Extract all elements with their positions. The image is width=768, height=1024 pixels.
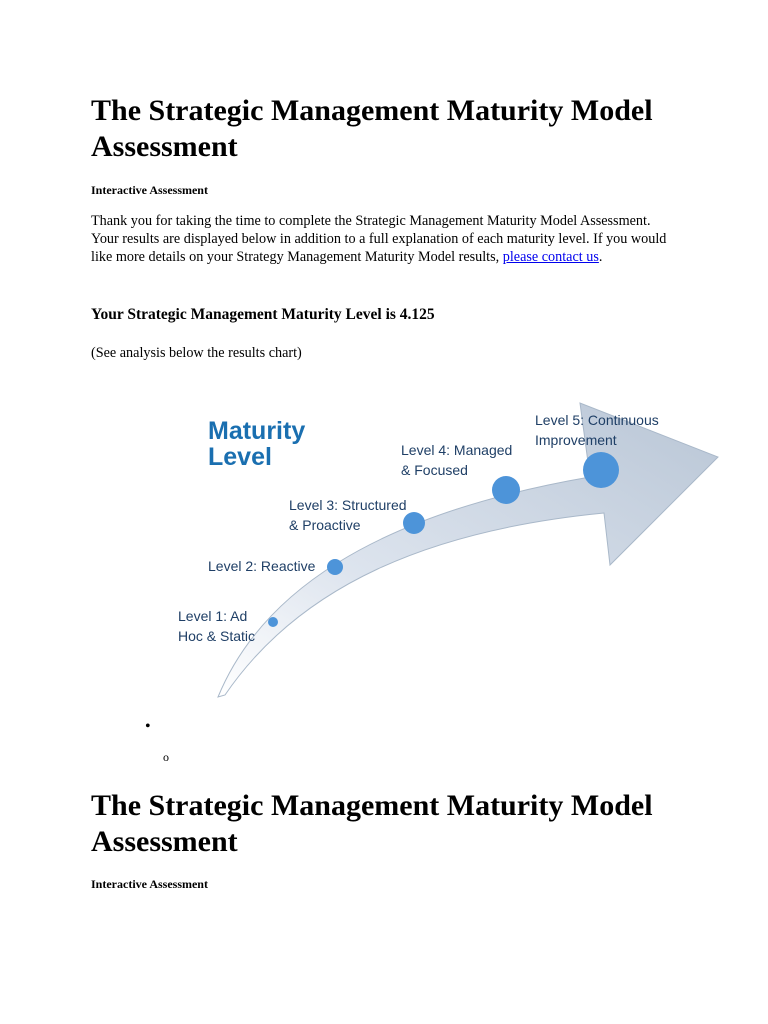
repeated-title-line1: The Strategic Management Maturity Model: [91, 789, 653, 822]
level-4-dot: [492, 476, 520, 504]
analysis-note: (See analysis below the results chart): [91, 345, 302, 361]
level-5-label: [535, 410, 659, 450]
level-1-dot: [268, 617, 278, 627]
maturity-level-heading: Your Strategic Management Maturity Level is 4.125: [91, 306, 435, 323]
intro-trailing: .: [598, 249, 603, 265]
level-2-label: [208, 556, 315, 576]
level-2-label-line1: Level 2: Reactive: [208, 558, 316, 574]
page-subtitle: Interactive Assessment: [91, 183, 208, 197]
level-1-label: [178, 606, 255, 646]
level-5-label-line1: Level 5: Continuous: [535, 412, 659, 428]
level-4-label-line1: Level 4: Managed: [401, 442, 513, 458]
level-5-label-line2: Improvement: [535, 432, 617, 448]
repeated-title-line2: Assessment: [91, 825, 238, 858]
page-title-line1: The Strategic Management Maturity Model: [91, 94, 653, 127]
level-4-label: [401, 440, 512, 480]
page-title: [91, 93, 711, 165]
intro-text: Thank you for taking the time to complete the Strategic Management Maturity Model Assessment. Your results are displayed below in addition to a full explanation of each maturity level. If you would like more details on your Strategy Management Maturity Model results,: [91, 213, 667, 265]
figure-title-line2: Level: [208, 443, 272, 471]
maturity-level-figure: [170, 385, 730, 715]
repeated-subtitle: Interactive Assessment: [91, 877, 208, 891]
level-3-label: [289, 495, 407, 535]
contact-link[interactable]: please contact us: [502, 249, 599, 265]
level-2-dot: [327, 559, 343, 575]
level-3-label-line1: Level 3: Structured: [289, 497, 407, 513]
list-bullet: •: [145, 718, 151, 735]
page-title-line2: Assessment: [91, 130, 238, 163]
repeated-page-title: [91, 788, 711, 860]
figure-title: [208, 418, 305, 470]
intro-paragraph: [91, 212, 681, 266]
list-sub-bullet: o: [163, 750, 169, 764]
figure-title-line1: Maturity: [208, 417, 306, 445]
level-1-label-line1: Level 1: Ad: [178, 608, 248, 624]
level-1-label-line2: Hoc & Static: [178, 628, 256, 644]
level-3-label-line2: & Proactive: [289, 517, 361, 533]
level-4-label-line2: & Focused: [401, 462, 468, 478]
level-5-dot: [583, 452, 619, 488]
